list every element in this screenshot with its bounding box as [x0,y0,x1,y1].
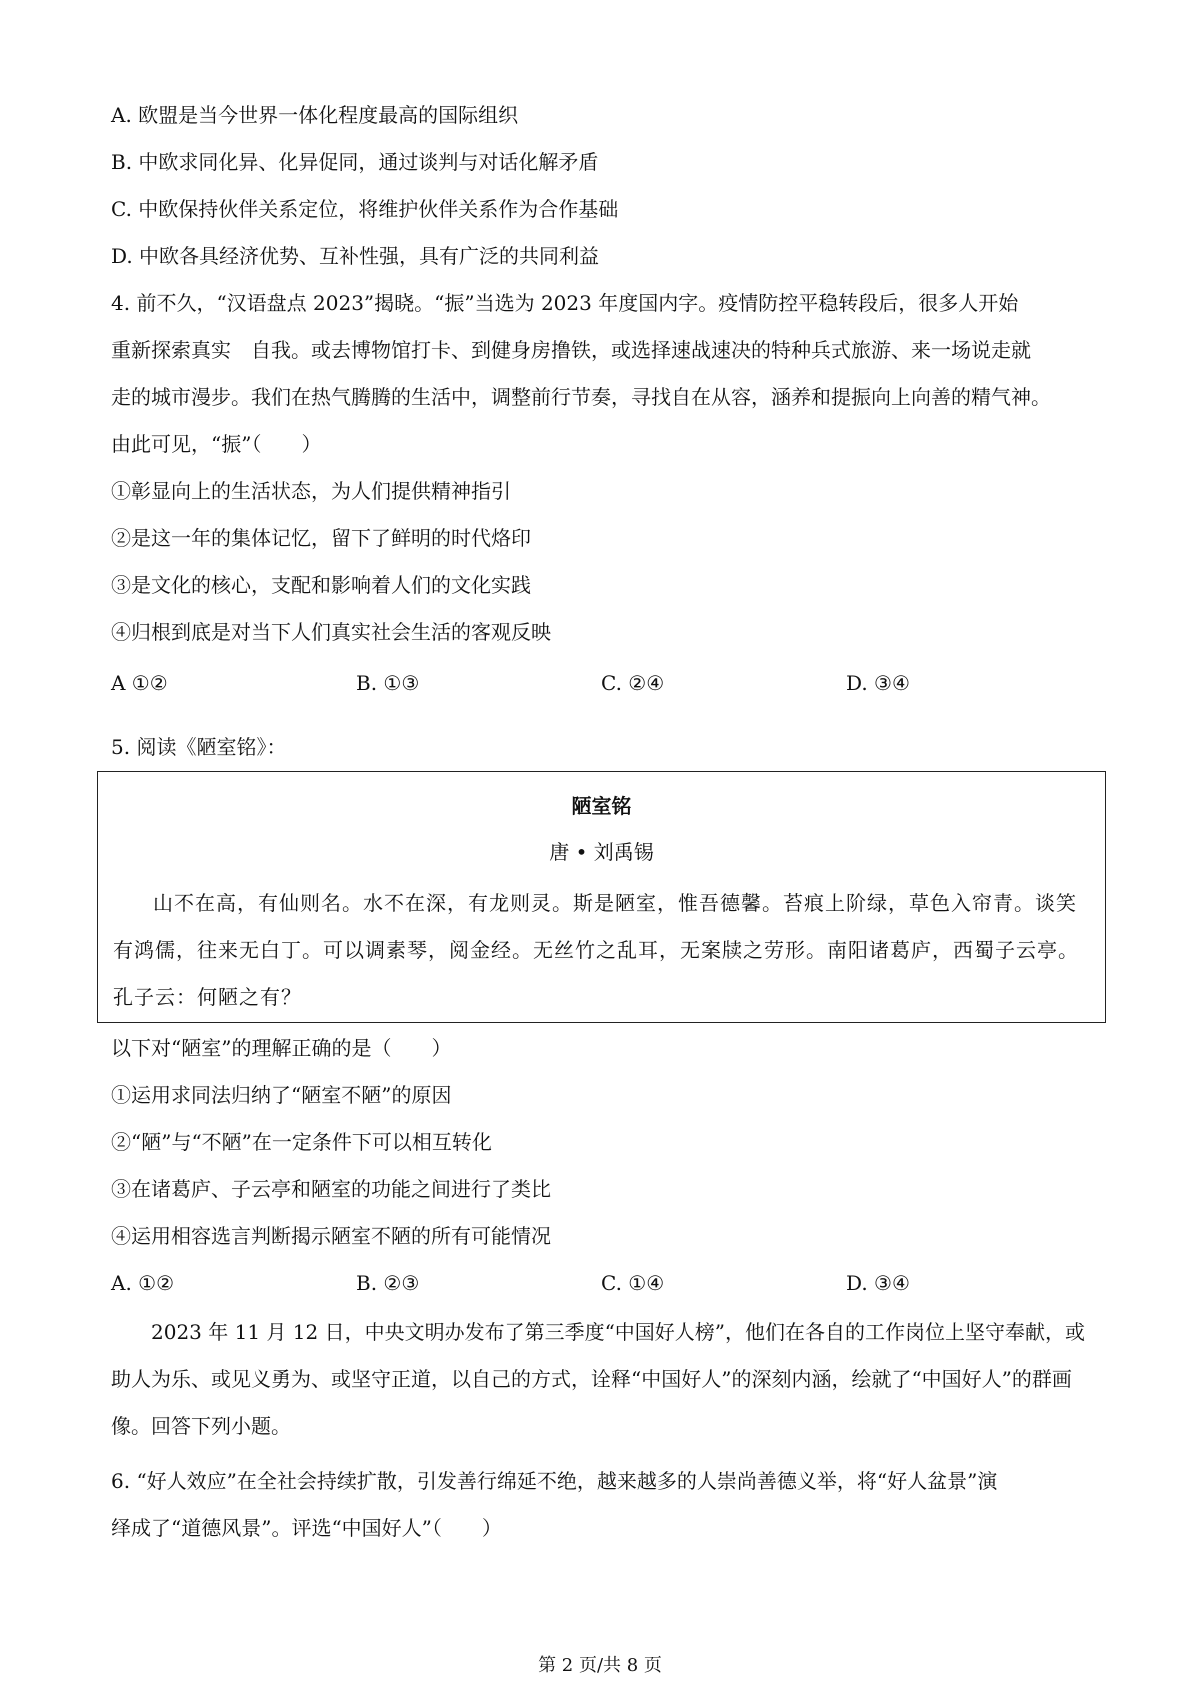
q4-item-3: ③是文化的核心，支配和影响着人们的文化实践 [111,573,531,597]
q4-choice-d: D. ③④ [846,671,910,695]
q6-stem-line: 绎成了“道德风景”。评选“中国好人”（ ） [111,1516,502,1540]
option-a: A. 欧盟是当今世界一体化程度最高的国际组织 [111,103,519,127]
poem-title: 陋室铭 [571,794,632,818]
q5-item-4: ④运用相容选言判断揭示陋室不陋的所有可能情况 [111,1224,551,1248]
option-c: C. 中欧保持伙伴关系定位，将维护伙伴关系作为合作基础 [111,197,619,221]
material-paragraph: 2023 年 11 月 12 日，中央文明办发布了第三季度“中国好人榜”，他们在各自的工作岗位上坚守奉献，或助人为乐、或见义勇为、或坚守正道，以自己的方式，诠释“中国好人”的深刻内涵，绘就了“中国好人”的群画像。回答下列小题。 [111,1320,1086,1438]
poem-text: 山不在高，有仙则名。水不在深，有龙则灵。斯是陋室，惟吾德馨。苔痕上阶绿，草色入帘青。谈笑有鸿儒，往来无白丁。可以调素琴，阅金经。无丝竹之乱耳，无案牍之劳形。南阳诸葛庐，西蜀子云亭。孔子云：何陋之有？ [113,891,1079,1009]
poem-box [97,771,1106,1023]
q5-choice-c: C. ①④ [601,1271,665,1295]
option-b: B. 中欧求同化异、化异促同，通过谈判与对话化解矛盾 [111,150,599,174]
q5-item-1: ①运用求同法归纳了“陋室不陋”的原因 [111,1083,452,1107]
q5-item-3: ③在诸葛庐、子云亭和陋室的功能之间进行了类比 [111,1177,551,1201]
page-number: 第 2 页/共 8 页 [538,1655,662,1676]
q4-item-2: ②是这一年的集体记忆，留下了鲜明的时代烙印 [111,526,531,550]
q6-stem-line: 6. “好人效应”在全社会持续扩散，引发善行绵延不绝，越来越多的人崇尚善德义举，将“好人盆景”演 [111,1469,998,1493]
q5-stem: 5. 阅读《陋室铭》： [111,735,287,759]
q4-item-4: ④归根到底是对当下人们真实社会生活的客观反映 [111,620,551,644]
q5-question: 以下对“陋室”的理解正确的是（ ） [111,1036,452,1060]
poem-author: 唐 • 刘禹锡 [549,840,654,864]
q4-stem-line: 重新探索真实 自我。或去博物馆打卡、到健身房撸铁，或选择速战速决的特种兵式旅游、来一场说走就 [111,338,1031,362]
option-d: D. 中欧各具经济优势、互补性强，具有广泛的共同利益 [111,244,600,268]
q4-choice-c: C. ②④ [601,671,665,695]
q5-item-2: ②“陋”与“不陋”在一定条件下可以相互转化 [111,1130,492,1154]
q5-choice-d: D. ③④ [846,1271,910,1295]
q4-stem-line: 4. 前不久，“汉语盘点 2023”揭晓。“振”当选为 2023 年度国内字。疫情防控平稳转段后，很多人开始 [111,291,1019,315]
q5-choice-b: B. ②③ [356,1271,420,1295]
q4-choice-b: B. ①③ [356,671,420,695]
q4-stem-line: 由此可见，“振”（ ） [111,432,322,456]
q4-item-1: ①彰显向上的生活状态，为人们提供精神指引 [111,479,511,503]
q4-stem-line: 走的城市漫步。我们在热气腾腾的生活中，调整前行节奏，寻找自在从容，涵养和提振向上向善的精气神。 [111,385,1051,409]
q5-choice-a: A. ①② [111,1271,175,1295]
q4-choice-a: A ①② [111,671,168,695]
